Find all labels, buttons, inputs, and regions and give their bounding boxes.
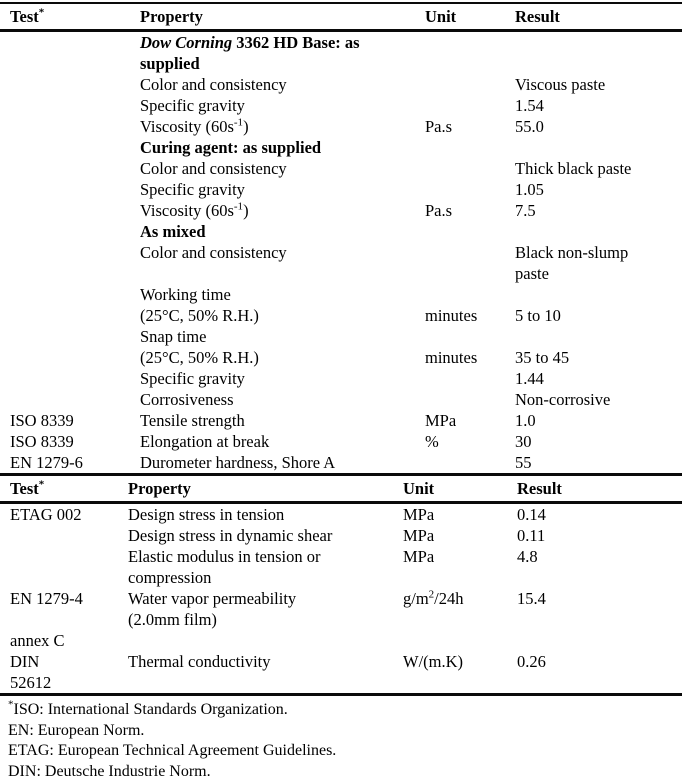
cell-property: Snap time (25°C, 50% R.H.) <box>140 327 259 367</box>
cell-result: Thick black paste <box>515 159 632 178</box>
column-header-result: Result <box>517 479 562 498</box>
footnote: ETAG: European Technical Agreement Guidelines. <box>8 742 337 759</box>
table-header <box>0 473 682 504</box>
cell-property: Elongation at break <box>140 432 270 451</box>
table-row <box>0 431 682 452</box>
cell-unit: % <box>425 432 439 451</box>
cell-property: Color and consistency <box>140 75 287 94</box>
footnotes <box>0 696 682 777</box>
table-row <box>0 546 682 588</box>
table-row <box>0 95 682 116</box>
cell-property: Design stress in dynamic shear <box>128 526 333 545</box>
table-row <box>0 179 682 200</box>
column-header-result: Result <box>515 7 560 26</box>
cell-unit: W/(m.K) <box>403 652 464 671</box>
table-row <box>0 116 682 137</box>
table-row <box>0 452 682 473</box>
properties-table-1 <box>0 2 682 473</box>
table-body <box>0 32 682 473</box>
cell-result: 1.05 <box>515 180 544 199</box>
cell-result: 0.11 <box>517 526 546 545</box>
cell-result: 0.26 <box>517 652 546 671</box>
cell-test: EN 1279-4 annex C <box>10 589 83 650</box>
cell-property: Specific gravity <box>140 180 245 199</box>
table-row <box>0 525 682 546</box>
cell-result: 1.44 <box>515 369 544 388</box>
table-row <box>0 74 682 95</box>
table-row <box>0 651 682 693</box>
cell-property: Durometer hardness, Shore A <box>140 453 336 472</box>
table-row <box>0 137 682 158</box>
cell-unit: Pa.s <box>425 201 453 220</box>
cell-property: Color and consistency <box>140 159 287 178</box>
cell-unit: minutes <box>425 348 478 367</box>
table-row <box>0 158 682 179</box>
table-row <box>0 32 682 74</box>
cell-property: Specific gravity <box>140 369 245 388</box>
cell-property: Thermal conductivity <box>128 652 271 671</box>
cell-unit: Pa.s <box>425 117 453 136</box>
column-header-property: Property <box>128 479 191 498</box>
cell-unit: MPa <box>425 411 457 430</box>
table-row <box>0 368 682 389</box>
cell-result: 1.54 <box>515 96 544 115</box>
cell-property: Curing agent: as supplied <box>140 138 322 157</box>
column-header-test: Test* <box>10 6 45 26</box>
cell-test: ISO 8339 <box>10 432 74 451</box>
cell-result: 5 to 10 <box>515 306 561 325</box>
footnote: *ISO: International Standards Organization. <box>8 698 288 718</box>
column-header-property: Property <box>140 7 203 26</box>
cell-result: 15.4 <box>517 589 546 608</box>
table-row <box>0 326 682 368</box>
cell-property: Viscosity $(60s^{-1})$ <box>140 200 249 220</box>
cell-unit: MPa <box>403 505 435 524</box>
table-row <box>0 242 682 284</box>
column-header-unit: Unit <box>403 479 435 498</box>
cell-result: Non-corrosive <box>515 390 611 409</box>
table-row <box>0 200 682 221</box>
cell-property: Color and consistency <box>140 243 287 262</box>
cell-result: 4.8 <box>517 547 538 566</box>
table-row <box>0 588 682 651</box>
cell-unit: minutes <box>425 306 478 325</box>
cell-property: Design stress in tension <box>128 505 285 524</box>
cell-property: Specific gravity <box>140 96 245 115</box>
cell-property: Working time (25°C, 50% R.H.) <box>140 285 259 325</box>
cell-test: DIN 52612 <box>10 652 52 692</box>
cell-test: ISO 8339 <box>10 411 74 430</box>
cell-result: 0.14 <box>517 505 546 524</box>
cell-result: 7.5 <box>515 201 536 220</box>
cell-property: Water vapor permeability (2.0mm film) <box>128 589 297 629</box>
cell-result: 55 <box>515 453 532 472</box>
cell-test: ETAG 002 <box>10 505 82 524</box>
cell-result: 55.0 <box>515 117 544 136</box>
column-header-test: Test* <box>10 478 45 498</box>
table-row <box>0 284 682 326</box>
cell-unit: MPa <box>403 526 435 545</box>
cell-test: EN 1279-6 <box>10 453 83 472</box>
table-row <box>0 221 682 242</box>
cell-result: 30 <box>515 432 532 451</box>
cell-property: Dow Corning 3362 HD Base: as supplied <box>140 33 360 73</box>
cell-result: 35 to 45 <box>515 348 570 367</box>
cell-property: Corrosiveness <box>140 390 234 409</box>
cell-property: Elastic modulus in tension or compression <box>128 547 321 587</box>
cell-property: Viscosity $(60s^{-1})$ <box>140 116 249 136</box>
cell-unit: $g/m^2/24h$ <box>403 588 464 608</box>
cell-result: Black non-slump paste <box>515 243 629 283</box>
column-header-unit: Unit <box>425 7 457 26</box>
table-row <box>0 504 682 525</box>
cell-result: 1.0 <box>515 411 536 430</box>
table-body <box>0 504 682 696</box>
cell-property: As mixed <box>140 222 206 241</box>
footnote: EN: European Norm. <box>8 721 145 739</box>
footnote: DIN: Deutsche Industrie Norm. <box>8 762 211 777</box>
properties-table-2 <box>0 473 682 696</box>
table-row <box>0 389 682 410</box>
cell-unit: MPa <box>403 547 435 566</box>
cell-property: Tensile strength <box>140 411 245 430</box>
table-row <box>0 410 682 431</box>
table-header <box>0 4 682 32</box>
cell-result: Viscous paste <box>515 75 606 94</box>
